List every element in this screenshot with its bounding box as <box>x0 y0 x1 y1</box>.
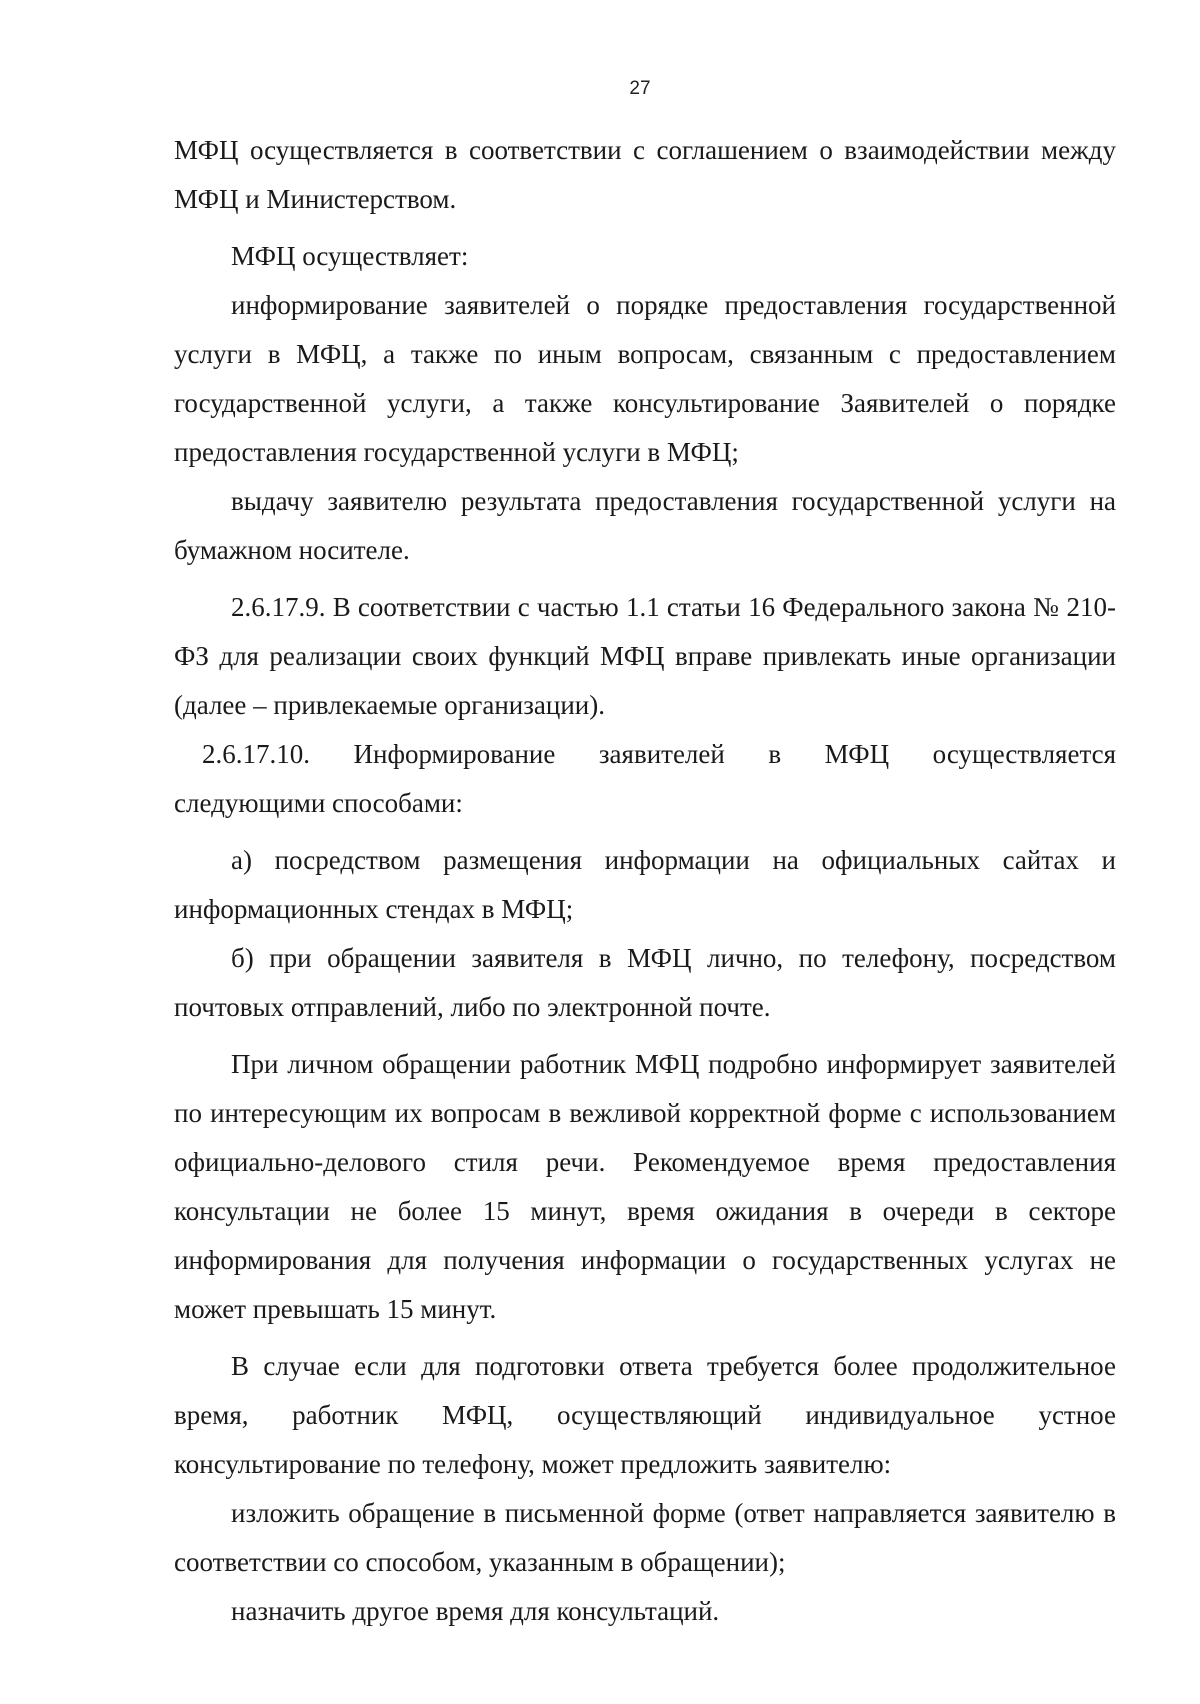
paragraph-personal-visit: При личном обращении работник МФЦ подробно информирует заявителей по интересующим их вопросам в вежливой корректной форме с использованием официально-делового стиля речи. Рекомендуемое время предоставления консультации не более 15 минут, время ожидания в очереди в секторе информирования для получения информации о государственных услугах не может превышать 15 минут. <box>174 1049 1116 1324</box>
paragraph-informing: информирование заявителей о порядке предоставления государственной услуги в МФЦ, а также по иным вопросам, связанным с предоставлением государственной услуги, а также консультирование Заявителей о порядке предоставления государственной услуги в МФЦ; <box>174 290 1116 467</box>
document-body <box>174 126 1116 1636</box>
page-number: 27 <box>629 78 651 99</box>
paragraph-2-6-17-10-line2: следующими способами: <box>174 788 463 818</box>
paragraph-mfc-performs: МФЦ осуществляет: <box>231 241 469 271</box>
paragraph-option-a: а) посредством размещения информации на официальных сайтах и информационных стендах в МФЦ; <box>174 845 1116 924</box>
paragraph-written-form: изложить обращение в письменной форме (ответ направляется заявителю в соответствии со способом, указанным в обращении); <box>174 1498 1116 1577</box>
paragraph-issuing-result: выдачу заявителю результата предоставления государственной услуги на бумажном носителе. <box>174 486 1116 565</box>
paragraph-2-6-17-10-line1: 2.6.17.10. Информирование заявителей в МФЦ осуществляется <box>202 739 1116 769</box>
paragraph-mfc-agreement: МФЦ осуществляется в соответствии с соглашением о взаимодействии между МФЦ и Министерством. <box>174 135 1116 214</box>
paragraph-other-time: назначить другое время для консультаций. <box>231 1596 720 1626</box>
paragraph-option-b: б) при обращении заявителя в МФЦ лично, по телефону, посредством почтовых отправлений, либо по электронной почте. <box>174 943 1116 1022</box>
paragraph-2-6-17-9: 2.6.17.9. В соответствии с частью 1.1 статьи 16 Федерального закона № 210-ФЗ для реализации своих функций МФЦ вправе привлекать иные организации (далее – привлекаемые организации). <box>174 592 1116 720</box>
paragraph-longer-time: В случае если для подготовки ответа требуется более продолжительное время, работник МФЦ, осуществляющий индивидуальное устное консультирование по телефону, может предложить заявителю: <box>174 1351 1116 1479</box>
